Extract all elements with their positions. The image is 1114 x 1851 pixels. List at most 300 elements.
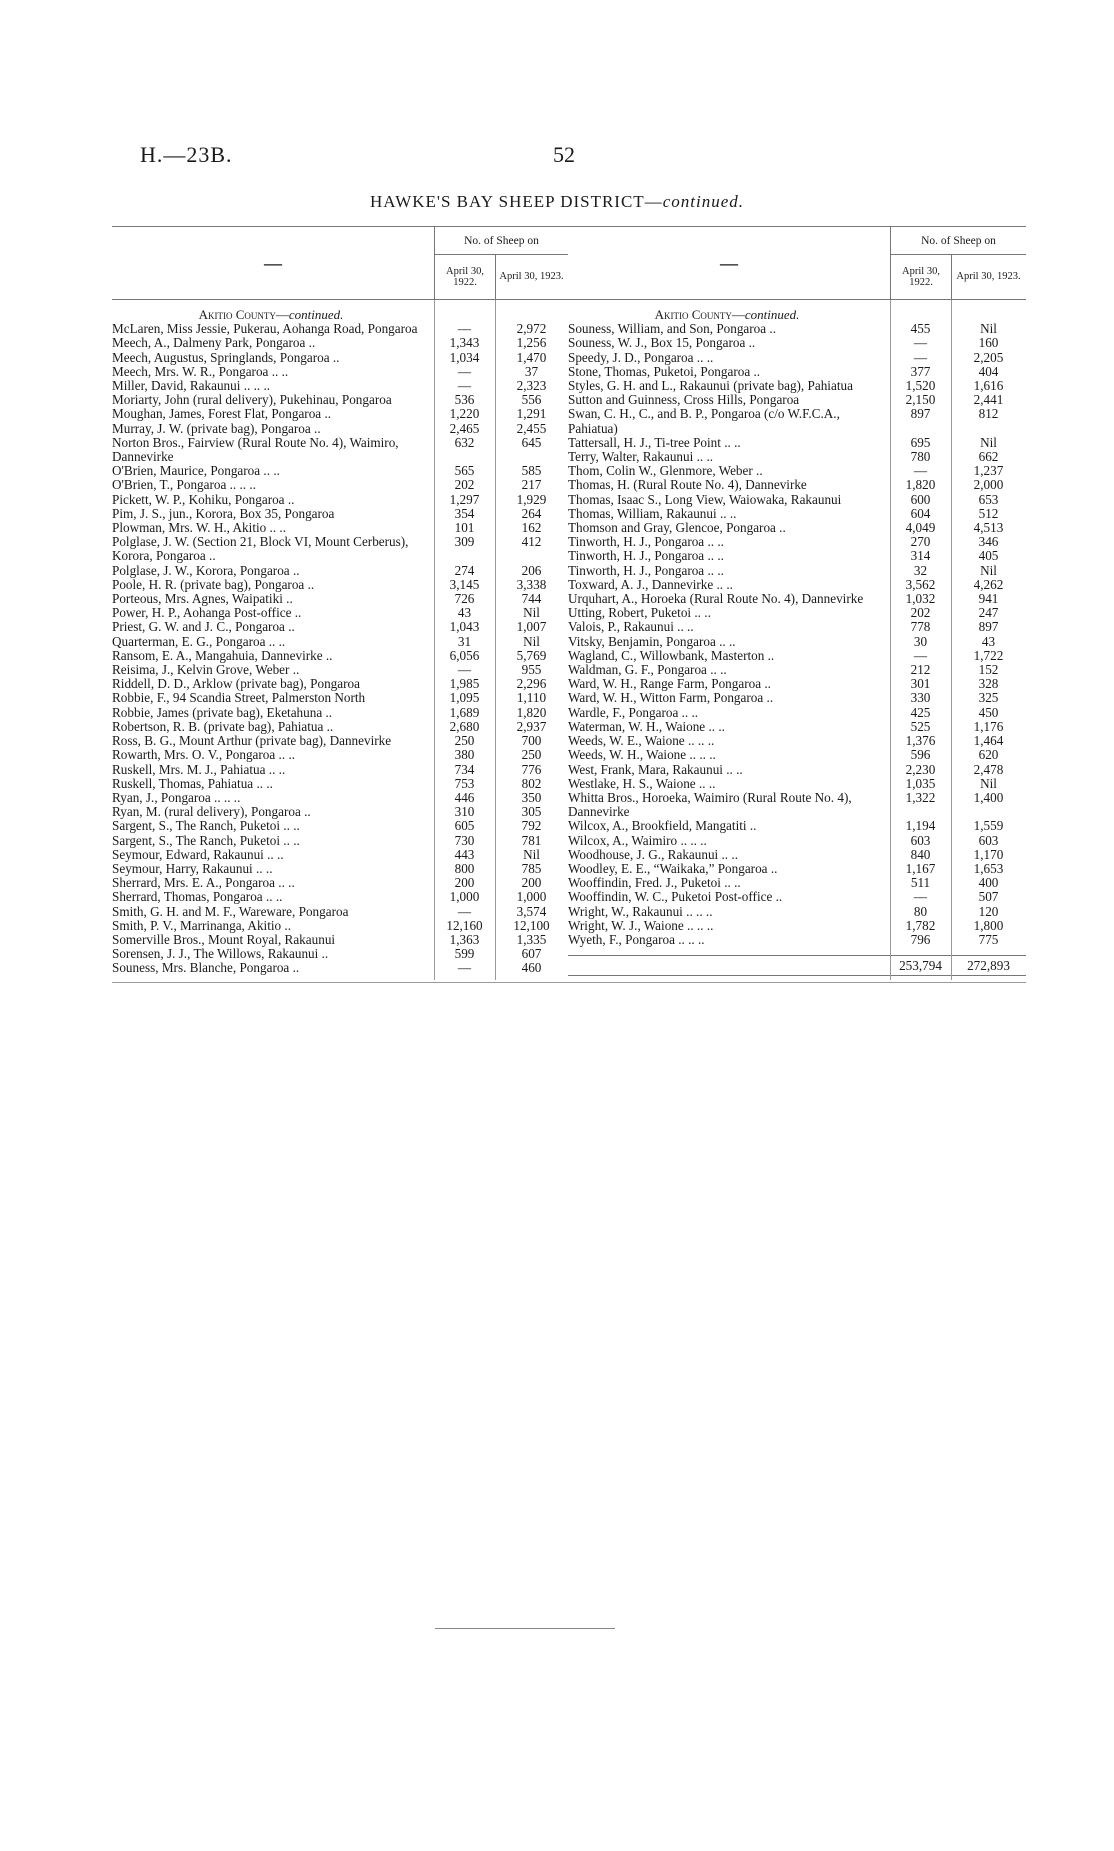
sheep-1923: Nil: [523, 605, 540, 621]
table-row: [112, 336, 568, 350]
sheep-1923: 507: [978, 889, 999, 905]
left-rows: [112, 322, 568, 975]
sheep-1923: 1,820: [516, 704, 547, 720]
owner-name: Wooffindin, Fred. J., Puketoi .. ..: [568, 876, 741, 891]
table-row: [112, 351, 568, 365]
page-number: 52: [553, 142, 575, 167]
sheep-1922: 4,049: [905, 520, 936, 536]
owner-name: Wilcox, A., Waimiro .. .. ..: [568, 833, 707, 848]
left-table: [112, 226, 568, 983]
table-row: [112, 620, 568, 634]
owner-name: Polglase, J. W., Korora, Pongaroa ..: [112, 563, 300, 578]
section-heading-suffix: continued.: [288, 308, 344, 322]
owner-name: Waterman, W. H., Waione .. ..: [568, 719, 725, 734]
table-row: [568, 507, 1026, 521]
sheep-1922: 695: [910, 434, 931, 450]
owner-name: Utting, Robert, Puketoi .. ..: [568, 606, 711, 621]
sheep-1923: Nil: [980, 434, 997, 450]
table-row: [112, 322, 568, 336]
sheep-1922: 80: [913, 903, 928, 919]
sheep-1923: Nil: [980, 562, 997, 578]
owner-name: Norton Bros., Fairview (Rural Route No. 4), Waimiro, Dannevirke: [112, 435, 399, 465]
table-row: [568, 763, 1026, 777]
table-row: [112, 763, 568, 777]
sheep-1922: 726: [454, 591, 475, 607]
sheep-1923: 2,000: [973, 477, 1004, 493]
table-row: [568, 720, 1026, 734]
owner-name: Seymour, Harry, Rakaunui .. ..: [112, 861, 273, 876]
owner-name: Rowarth, Mrs. O. V., Pongaroa .. ..: [112, 748, 296, 763]
owner-name: O'Brien, T., Pongaroa .. .. ..: [112, 478, 256, 493]
owner-name: Wright, W., Rakaunui .. .. ..: [568, 904, 713, 919]
sheep-1922: 202: [910, 605, 931, 621]
sheep-1922: 1,167: [905, 860, 936, 876]
footer-rule: [435, 1628, 615, 1629]
right-table: [568, 226, 1026, 983]
sheep-1923: 781: [521, 832, 542, 848]
table-row: [112, 507, 568, 521]
table-row: [112, 379, 568, 393]
section-heading: [112, 308, 434, 322]
sheep-1923: 653: [978, 491, 999, 507]
table-row: [568, 407, 1026, 435]
table-row: [568, 748, 1026, 762]
sheep-1922: —: [457, 903, 472, 919]
owner-name: Quarterman, E. G., Pongaroa .. ..: [112, 634, 286, 649]
sheep-1923: 250: [521, 747, 542, 763]
owner-name: Whitta Bros., Horoeka, Waimiro (Rural Route No. 4), Dannevirke: [568, 790, 852, 820]
owner-name: Wilcox, A., Brookfield, Mangatiti ..: [568, 819, 757, 834]
sheep-1923: 1,110: [516, 690, 547, 706]
table-row: [568, 478, 1026, 492]
owner-name: Ward, W. H., Range Farm, Pongaroa ..: [568, 677, 771, 692]
sheep-1922: 800: [454, 860, 475, 876]
sheep-1922: 1,034: [449, 349, 480, 365]
table-row: [568, 890, 1026, 904]
owner-name: Polglase, J. W. (Section 21, Block VI, Mount Cerberus), Korora, Pongaroa ..: [112, 535, 409, 564]
section-heading: [568, 308, 890, 322]
owner-name: Plowman, Mrs. W. H., Akitio .. ..: [112, 521, 287, 536]
sheep-1923: 1,800: [973, 917, 1004, 933]
sheep-1923: 744: [521, 591, 542, 607]
table-row: [568, 436, 1026, 450]
sheep-1923: 404: [978, 363, 999, 379]
table-row: [568, 521, 1026, 535]
owner-name: Sherrard, Mrs. E. A., Pongaroa .. ..: [112, 876, 295, 891]
table-row: [112, 919, 568, 933]
sheep-1922: 101: [454, 520, 475, 536]
owner-name: Ross, B. G., Mount Arthur (private bag), Dannevirke: [112, 734, 392, 749]
owner-name: Swan, C. H., C., and B. P., Pongaroa (c/o W.F.C.A., Pahiatua): [568, 407, 840, 436]
section-heading-text: Akitio County—: [654, 308, 745, 322]
table-row: [112, 635, 568, 649]
table-row: [568, 351, 1026, 365]
table-row: [112, 862, 568, 876]
sheep-1923: 607: [521, 946, 542, 962]
table-row: [568, 336, 1026, 350]
header-col-1923: April 30, 1923.: [499, 271, 564, 282]
sheep-1922: 753: [454, 775, 475, 791]
owner-name: Robbie, F., 94 Scandia Street, Palmerston North: [112, 691, 366, 706]
sheep-1922: 354: [454, 505, 475, 521]
owner-name: Pickett, W. P., Kohiku, Pongaroa ..: [112, 492, 295, 507]
sheep-1923: 512: [978, 505, 999, 521]
sheep-1923: Nil: [523, 846, 540, 862]
sheep-1923: 405: [978, 548, 999, 564]
sheep-1922: 274: [454, 562, 475, 578]
sheep-1923: 2,441: [973, 392, 1004, 408]
table-row: [112, 393, 568, 407]
sheep-1923: 5,769: [516, 647, 547, 663]
sheep-1923: 2,972: [516, 321, 547, 337]
owner-name: Ward, W. H., Witton Farm, Pongaroa ..: [568, 691, 774, 706]
owner-name: Styles, G. H. and L., Rakaunui (private bag), Pahiatua: [568, 379, 853, 394]
owner-name: Smith, P. V., Marrinanga, Akitio ..: [112, 918, 292, 933]
table-row: [112, 848, 568, 862]
owner-name: Sorensen, J. J., The Willows, Rakaunui ..: [112, 947, 329, 962]
owner-name: Stone, Thomas, Puketoi, Pongaroa ..: [568, 364, 761, 379]
sheep-1923: 200: [521, 875, 542, 891]
table-row: [112, 961, 568, 975]
owner-name: Souness, William, and Son, Pongaroa ..: [568, 322, 777, 337]
owner-name: Ryan, M. (rural delivery), Pongaroa ..: [112, 805, 311, 820]
table-row: [568, 379, 1026, 393]
sheep-1922: 1,820: [905, 477, 936, 493]
owner-name: Woodley, E. E., “Waikaka,” Pongaroa ..: [568, 861, 778, 876]
table-row: [112, 691, 568, 705]
sheep-1922: 309: [454, 534, 475, 550]
table-row: [112, 905, 568, 919]
section-heading-row: [568, 308, 1026, 322]
sheep-1922: 840: [910, 846, 931, 862]
total-row: [568, 955, 1026, 976]
sheep-1922: —: [913, 463, 928, 479]
sheep-1922: —: [457, 662, 472, 678]
section-heading-row: [112, 308, 568, 322]
sheep-1922: 12,160: [446, 917, 483, 933]
sheep-1922: 3,562: [905, 576, 936, 592]
table-row: [568, 393, 1026, 407]
right-table-header: [568, 226, 1026, 300]
sheep-1923: 346: [978, 534, 999, 550]
sheep-1923: 1,170: [973, 846, 1004, 862]
left-bottom-rule: [112, 982, 568, 983]
sheep-1922: —: [913, 349, 928, 365]
table-row: [568, 493, 1026, 507]
sheep-1923: 400: [978, 875, 999, 891]
sheep-1923: 160: [978, 335, 999, 351]
owner-name: Reisima, J., Kelvin Grove, Weber ..: [112, 663, 300, 678]
table-row: [568, 592, 1026, 606]
header-sheep-group: No. of Sheep on: [890, 227, 1026, 255]
table-row: [568, 734, 1026, 748]
sheep-1923: 2,323: [516, 378, 547, 394]
table-row: [112, 947, 568, 961]
table-row: [112, 422, 568, 436]
sheep-1922: 1,000: [449, 889, 480, 905]
sheep-1923: 2,478: [973, 761, 1004, 777]
sheep-1922: 1,376: [905, 733, 936, 749]
sheep-1923: 1,237: [973, 463, 1004, 479]
sheep-1922: 734: [454, 761, 475, 777]
header-dash: —: [264, 252, 282, 273]
owner-name: Poole, H. R. (private bag), Pongaroa ..: [112, 577, 315, 592]
owner-name: Speedy, J. D., Pongaroa .. ..: [568, 350, 714, 365]
sheep-1922: —: [913, 647, 928, 663]
sheep-1923: 325: [978, 690, 999, 706]
sheep-1922: 1,322: [905, 789, 936, 805]
table-row: [112, 649, 568, 663]
table-row: [568, 549, 1026, 563]
owner-name: Wardle, F., Pongaroa .. ..: [568, 705, 699, 720]
sheep-1923: 152: [978, 662, 999, 678]
owner-name: Robbie, James (private bag), Eketahuna ..: [112, 705, 333, 720]
sheep-1923: 1,653: [973, 860, 1004, 876]
sheep-1922: 32: [913, 562, 928, 578]
owner-name: Ransom, E. A., Mangahuia, Dannevirke ..: [112, 648, 333, 663]
sheep-1923: 162: [521, 520, 542, 536]
total-label-cell: [568, 958, 890, 973]
owner-name: Seymour, Edward, Rakaunui .. ..: [112, 847, 284, 862]
sheep-1923: 305: [521, 804, 542, 820]
sheep-1923: 1,616: [973, 378, 1004, 394]
sheep-1922: 2,230: [905, 761, 936, 777]
table-row: [568, 365, 1026, 379]
sheep-1922: 632: [454, 434, 475, 450]
table-row: [112, 535, 568, 563]
table-row: [568, 905, 1026, 919]
owner-name: Meech, A., Dalmeny Park, Pongaroa ..: [112, 336, 316, 351]
right-rows: [568, 322, 1026, 947]
sheep-1922: 425: [910, 704, 931, 720]
sheep-1923: 120: [978, 903, 999, 919]
sheep-1922: 1,343: [449, 335, 480, 351]
sheep-1922: 2,150: [905, 392, 936, 408]
sheep-1923: 247: [978, 605, 999, 621]
table-row: [568, 663, 1026, 677]
owner-name: Meech, Augustus, Springlands, Pongaroa ..: [112, 350, 340, 365]
section-heading-suffix: continued.: [744, 308, 800, 322]
owner-name: Meech, Mrs. W. R., Pongaroa .. ..: [112, 364, 289, 379]
sheep-1923: 43: [981, 633, 996, 649]
sheep-1922: 31: [457, 633, 472, 649]
owner-name: Souness, W. J., Box 15, Pongaroa ..: [568, 336, 756, 351]
sheep-1922: 377: [910, 363, 931, 379]
sheep-1922: 30: [913, 633, 928, 649]
sheep-1922: 1,297: [449, 491, 480, 507]
page-title: [0, 192, 1114, 212]
owner-name: Tinworth, H. J., Pongaroa .. ..: [568, 535, 724, 550]
table-row: [112, 365, 568, 379]
table-row: [568, 635, 1026, 649]
table-row: [568, 791, 1026, 819]
sheep-1923: 1,176: [973, 718, 1004, 734]
sheep-1922: —: [913, 889, 928, 905]
sheep-1922: 600: [910, 491, 931, 507]
table-row: [112, 578, 568, 592]
sheep-1922: 2,680: [449, 718, 480, 734]
owner-name: Souness, Mrs. Blanche, Pongaroa ..: [112, 961, 300, 976]
table-row: [568, 578, 1026, 592]
sheep-1922: 200: [454, 875, 475, 891]
owner-name: Robertson, R. B. (private bag), Pahiatua ..: [112, 719, 334, 734]
sheep-1923: 37: [524, 363, 539, 379]
owner-name: Thomas, William, Rakaunui .. ..: [568, 506, 737, 521]
sheep-1923: Nil: [980, 321, 997, 337]
sheep-1922: 1,043: [449, 619, 480, 635]
owner-name: Tattersall, H. J., Ti-tree Point .. ..: [568, 435, 741, 450]
sheep-1923: 662: [978, 449, 999, 465]
sheep-1923: 3,574: [516, 903, 547, 919]
sheep-1923: 412: [521, 534, 542, 550]
sheep-1922: 796: [910, 931, 931, 947]
sheep-1922: 565: [454, 463, 475, 479]
owner-name: Wagland, C., Willowbank, Masterton ..: [568, 648, 775, 663]
table-row: [568, 535, 1026, 549]
owner-name: Smith, G. H. and M. F., Wareware, Pongaroa: [112, 904, 349, 919]
owner-name: Woodhouse, J. G., Rakaunui .. ..: [568, 847, 738, 862]
sheep-1922: 604: [910, 505, 931, 521]
sheep-1922: 1,363: [449, 931, 480, 947]
sheep-1922: 43: [457, 605, 472, 621]
header-col-1922: April 30, 1922.: [434, 254, 496, 299]
sheep-1922: 3,145: [449, 576, 480, 592]
table-row: [568, 706, 1026, 720]
owner-name: Porteous, Mrs. Agnes, Waipatiki ..: [112, 592, 293, 607]
header-sheep-group: No. of Sheep on: [434, 227, 568, 255]
table-row: [568, 777, 1026, 791]
sheep-1923: Nil: [523, 633, 540, 649]
sheep-1922: —: [457, 960, 472, 976]
table-row: [568, 691, 1026, 705]
sheep-1922: 1,985: [449, 676, 480, 692]
sheep-1923: 700: [521, 733, 542, 749]
sheep-1923: 792: [521, 818, 542, 834]
sheep-1922: 511: [910, 875, 931, 891]
total-1922: 253,794: [899, 958, 942, 974]
sheep-1923: 450: [978, 704, 999, 720]
sheep-1922: 1,035: [905, 775, 936, 791]
sheep-1923: 264: [521, 505, 542, 521]
sheep-1922: 1,194: [905, 818, 936, 834]
sheep-1922: 2,465: [449, 420, 480, 436]
table-row: [112, 876, 568, 890]
sheep-1923: 556: [521, 392, 542, 408]
sheep-1923: 776: [521, 761, 542, 777]
sheep-1923: 1,559: [973, 818, 1004, 834]
sheep-1923: 217: [521, 477, 542, 493]
sheep-1923: 1,256: [516, 335, 547, 351]
sheep-1923: 3,338: [516, 576, 547, 592]
table-row: [568, 606, 1026, 620]
owner-name: Wyeth, F., Pongaroa .. .. ..: [568, 932, 705, 947]
sheep-1922: 605: [454, 818, 475, 834]
sheep-1923: 620: [978, 747, 999, 763]
sheep-1922: 380: [454, 747, 475, 763]
sheep-1923: 2,296: [516, 676, 547, 692]
sheep-1923: 1,929: [516, 491, 547, 507]
table-row: [112, 521, 568, 535]
table-row: [568, 819, 1026, 833]
sheep-1922: 270: [910, 534, 931, 550]
sheep-1923: 4,262: [973, 576, 1004, 592]
table-row: [568, 564, 1026, 578]
sheep-1922: 314: [910, 548, 931, 564]
owner-name: Wooffindin, W. C., Puketoi Post-office ..: [568, 890, 783, 905]
sheep-1922: 1,689: [449, 704, 480, 720]
table-row: [112, 464, 568, 478]
owner-name: Weeds, W. H., Waione .. .. ..: [568, 748, 716, 763]
table-row: [112, 663, 568, 677]
owner-name: Sargent, S., The Ranch, Puketoi .. ..: [112, 819, 300, 834]
sheep-1923: 206: [521, 562, 542, 578]
sheep-1923: 1,007: [516, 619, 547, 635]
sheep-1922: 1,220: [449, 406, 480, 422]
sheep-1922: 780: [910, 449, 931, 465]
sheep-1923: 12,100: [513, 917, 550, 933]
table-row: [568, 862, 1026, 876]
owner-name: Pim, J. S., jun., Korora, Box 35, Pongaroa: [112, 506, 335, 521]
sheep-1922: 443: [454, 846, 475, 862]
table-row: [568, 933, 1026, 947]
sheep-1923: 1,335: [516, 931, 547, 947]
table-row: [112, 720, 568, 734]
sheep-1922: 301: [910, 676, 931, 692]
total-1923: 272,893: [967, 958, 1010, 974]
sheep-1922: —: [913, 335, 928, 351]
sheep-1922: 730: [454, 832, 475, 848]
owner-name: Priest, G. W. and J. C., Pongaroa ..: [112, 620, 295, 635]
sheep-1923: 350: [521, 789, 542, 805]
table-row: [568, 450, 1026, 464]
sheep-1922: 330: [910, 690, 931, 706]
owner-name: Riddell, D. D., Arklow (private bag), Pongaroa: [112, 677, 360, 692]
left-table-body: [112, 300, 568, 980]
owner-name: Murray, J. W. (private bag), Pongaroa ..: [112, 421, 321, 436]
sheep-1922: 250: [454, 733, 475, 749]
table-row: [112, 819, 568, 833]
table-row: [568, 322, 1026, 336]
owner-name: Terry, Walter, Rakaunui .. ..: [568, 450, 714, 465]
table-row: [112, 791, 568, 805]
right-bottom-rule: [568, 982, 1026, 983]
right-table-body: [568, 300, 1026, 980]
sheep-1923: 1,400: [973, 789, 1004, 805]
sheep-1923: 775: [978, 931, 999, 947]
table-row: [112, 933, 568, 947]
owner-name: Power, H. P., Aohanga Post-office ..: [112, 606, 302, 621]
table-row: [112, 834, 568, 848]
owner-name: Ruskell, Thomas, Pahiatua .. ..: [112, 776, 273, 791]
sheep-1923: 1,000: [516, 889, 547, 905]
owner-name: O'Brien, Maurice, Pongaroa .. ..: [112, 464, 280, 479]
owner-name: Thomas, H. (Rural Route No. 4), Dannevirke: [568, 478, 807, 493]
sheep-1922: 1,095: [449, 690, 480, 706]
sheep-1922: —: [457, 363, 472, 379]
sheep-1923: 2,455: [516, 420, 547, 436]
table-row: [112, 734, 568, 748]
owner-name: Valois, P., Rakaunui .. ..: [568, 620, 694, 635]
sheep-1923: 460: [521, 960, 542, 976]
sheep-1922: 603: [910, 832, 931, 848]
sheep-1923: 2,937: [516, 718, 547, 734]
owner-name: Toxward, A. J., Dannevirke .. ..: [568, 577, 733, 592]
sheep-1923: Nil: [980, 775, 997, 791]
sheep-1922: 202: [454, 477, 475, 493]
owner-name: Sargent, S., The Ranch, Puketoi .. ..: [112, 833, 300, 848]
sheep-1923: 1,722: [973, 647, 1004, 663]
table-row: [568, 649, 1026, 663]
